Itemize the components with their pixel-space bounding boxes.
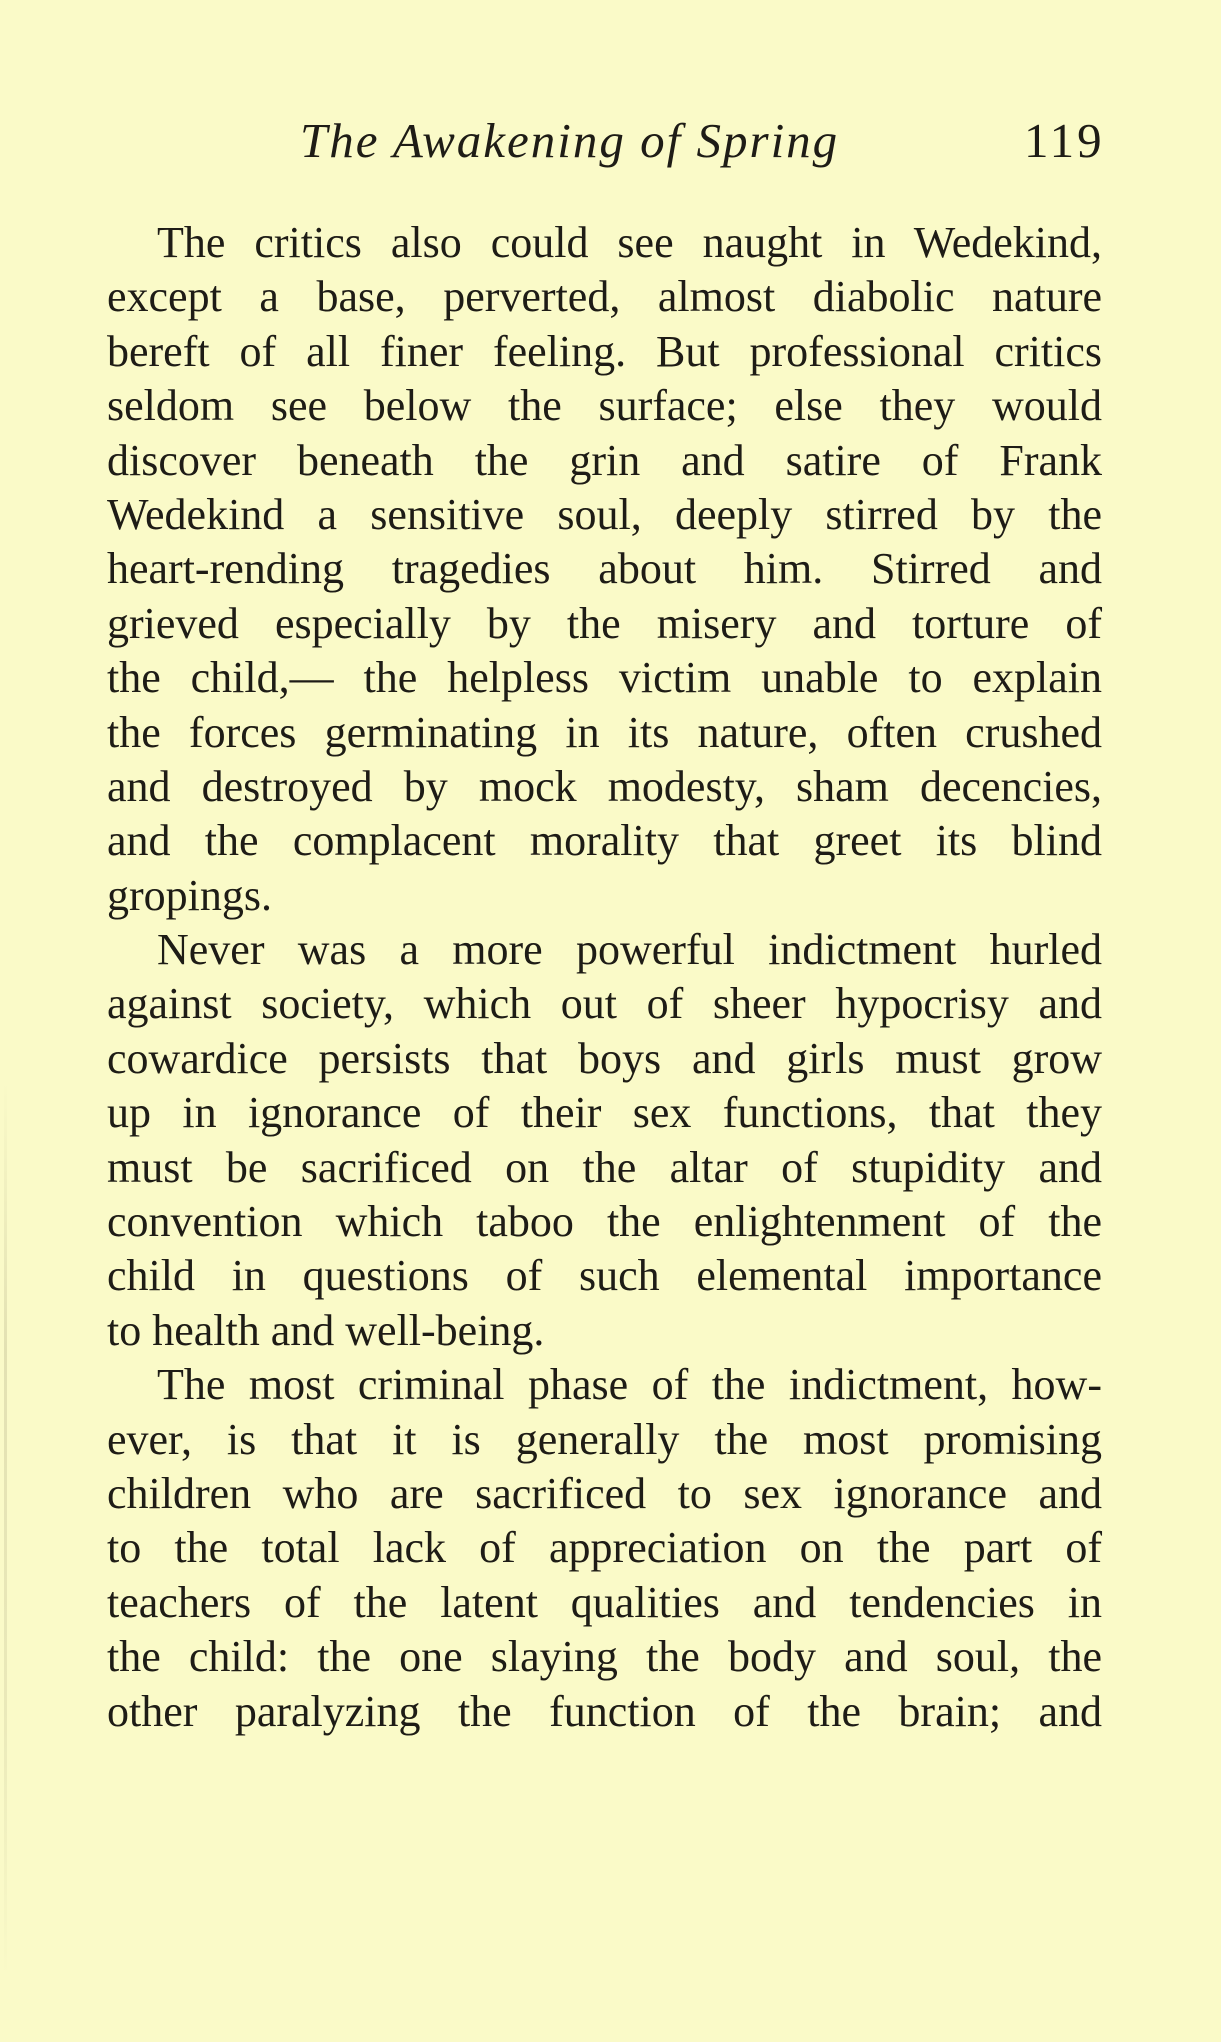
text-line: children who are sacrificed to sex ignorance and [107,1468,1102,1518]
text-line: and the complacent morality that greet its blind [107,816,1102,866]
page-number: 119 [1024,113,1105,168]
text-line: the forces germinating in its nature, often crushed [107,707,1102,757]
text-line: child in questions of such elemental importance [107,1251,1102,1301]
text-line: the child,— the helpless victim unable to explain [107,653,1102,703]
text-line: to the total lack of appreciation on the part of [107,1523,1102,1573]
body-text [107,216,1102,1739]
text-line: except a base, perverted, almost diabolic nature [107,272,1102,322]
text-line: the child: the one slaying the body and soul, the [107,1632,1102,1682]
text-line: convention which taboo the enlightenment of the [107,1197,1102,1247]
running-header [300,112,1105,182]
text-line: cowardice persists that boys and girls must grow [107,1033,1102,1083]
text-line: heart-rending tragedies about him. Stirred and [107,544,1102,594]
text-line: grieved especially by the misery and torture of [107,598,1102,648]
text-line: gropings. [107,870,272,920]
text-line: The critics also could see naught in Wedekind, [157,218,1102,267]
running-title: The Awakening of Spring [300,113,840,168]
text-line: against society, which out of sheer hypocrisy and [107,979,1102,1029]
text-line: up in ignorance of their sex functions, that they [107,1088,1102,1138]
text-line: and destroyed by mock modesty, sham decencies, [107,761,1102,811]
text-line: ever, is that it is generally the most promising [107,1414,1102,1464]
text-line: other paralyzing the function of the brain; and [107,1686,1102,1736]
text-line: bereft of all finer feeling. But professional critics [107,326,1102,376]
text-line: discover beneath the grin and satire of Frank [107,435,1102,485]
text-line: seldom see below the surface; else they would [107,381,1102,431]
page-edge-shadow [4,1080,7,1980]
text-line: teachers of the latent qualities and tendencies in [107,1577,1102,1627]
text-line: The most criminal phase of the indictment, how- [157,1360,1102,1410]
text-line: Never was a more powerful indictment hurled [157,925,1102,975]
text-line: Wedekind a sensitive soul, deeply stirred by the [107,489,1102,539]
text-line: must be sacrificed on the altar of stupidity and [107,1142,1102,1192]
text-line: to health and well-being. [107,1305,545,1355]
